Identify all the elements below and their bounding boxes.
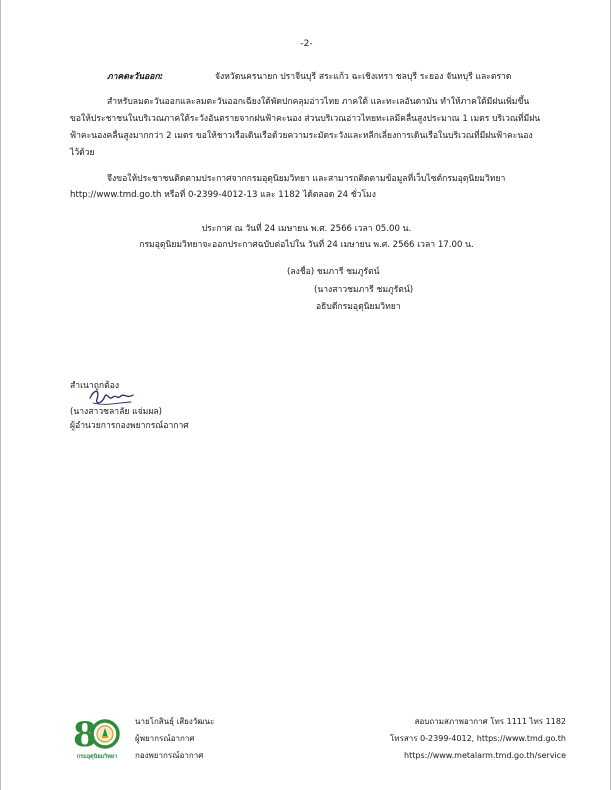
certified-copy-label: สำเนาถูกต้อง [70,381,120,391]
certifier-position: ผู้อำนวยการกองพยากรณ์อากาศ [70,421,189,431]
announcement-issued: ประกาศ ณ วันที่ 24 เมษายน พ.ศ. 2566 เวลา 05.00 น. [201,224,412,234]
signatory-signed: (ลงชื่อ) ชมภารี ชมภูรัตน์ [287,267,380,277]
logo-caption: กรมอุตุนิยมวิทยา [76,754,118,760]
certifier-name: (นางสาวชลาลัย แจ่มผล) [70,407,162,417]
footer-division: กองพยากรณ์อากาศ [135,751,204,760]
footer-service-link[interactable]: https://www.metalarm.tmd.go.th/service [404,751,566,760]
tmd-80th-anniversary-logo-icon [71,712,123,764]
page-number: -2- [300,39,313,49]
svg-text:8: 8 [73,715,97,755]
region-label: ภาคตะวันออก: [107,72,164,82]
body-paragraph-1-line-4: ไว้ด้วย [70,148,95,158]
body-paragraph-2-line-2: http://www.tmd.go.th หรือที่ 0-2399-4012-13 และ 1182 ได้ตลอด 24 ชั่วโมง [70,190,376,200]
body-paragraph-1-line-1: สำหรับลมตะวันออกและลมตะวันออกเฉียงใต้พัดปกคลุมอ่าวไทย ภาคใต้ และทะเลอันดามัน ทำให้ภาคใต้มีฝนเพิ่มขึ้น [107,97,530,107]
footer-forecaster-name: นายโกสินธุ์ เสียงวัฒนะ [135,717,215,726]
body-paragraph-1-line-2: ขอให้ประชาชนในบริเวณภาคใต้ระวังอันตรายจากฝนฟ้าคะนอง ส่วนบริเวณอ่าวไทยทะเลมีคลื่นสูงประมาณ 1 เมตร บริเวณที่มีฝน [70,114,541,124]
body-paragraph-1-line-3: ฟ้าคะนองคลื่นสูงมากกว่า 2 เมตร ขอให้ชาวเรือเดินเรือด้วยความระมัดระวังและหลีกเลี่ยงการเดินเรือในบริเวณที่มีฝนฟ้าคะนอง [70,131,533,141]
footer-forecaster-role: ผู้พยากรณ์อากาศ [135,734,195,743]
footer-fax-website: โทรสาร 0-2399-4012, https://www.tmd.go.th [390,734,566,743]
announcement-next: กรมอุตุนิยมวิทยาจะออกประกาศฉบับต่อไปใน วันที่ 24 เมษายน พ.ศ. 2566 เวลา 17.00 น. [139,240,474,250]
body-paragraph-2-line-1: จึงขอให้ประชาชนติดตามประกาศจากกรมอุตุนิยมวิทยา และสามารถติดตามข้อมูลที่เว็บไซต์กรมอุตุนิยมวิทยา [107,174,506,184]
signatory-title: อธิบดีกรมอุตุนิยมวิทยา [316,302,401,312]
footer-weather-inquiry: สอบถามสภาพอากาศ โทร 1111 ไทร 1182 [414,717,566,726]
region-provinces: จังหวัดนครนายก ปราจีนบุรี สระแก้ว ฉะเชิงเทรา ชลบุรี ระยอง จันทบุรี และตราด [215,72,512,82]
handwritten-signature [87,386,137,408]
signatory-full-name: (นางสาวชมภารี ชมภูรัตน์) [314,285,414,295]
